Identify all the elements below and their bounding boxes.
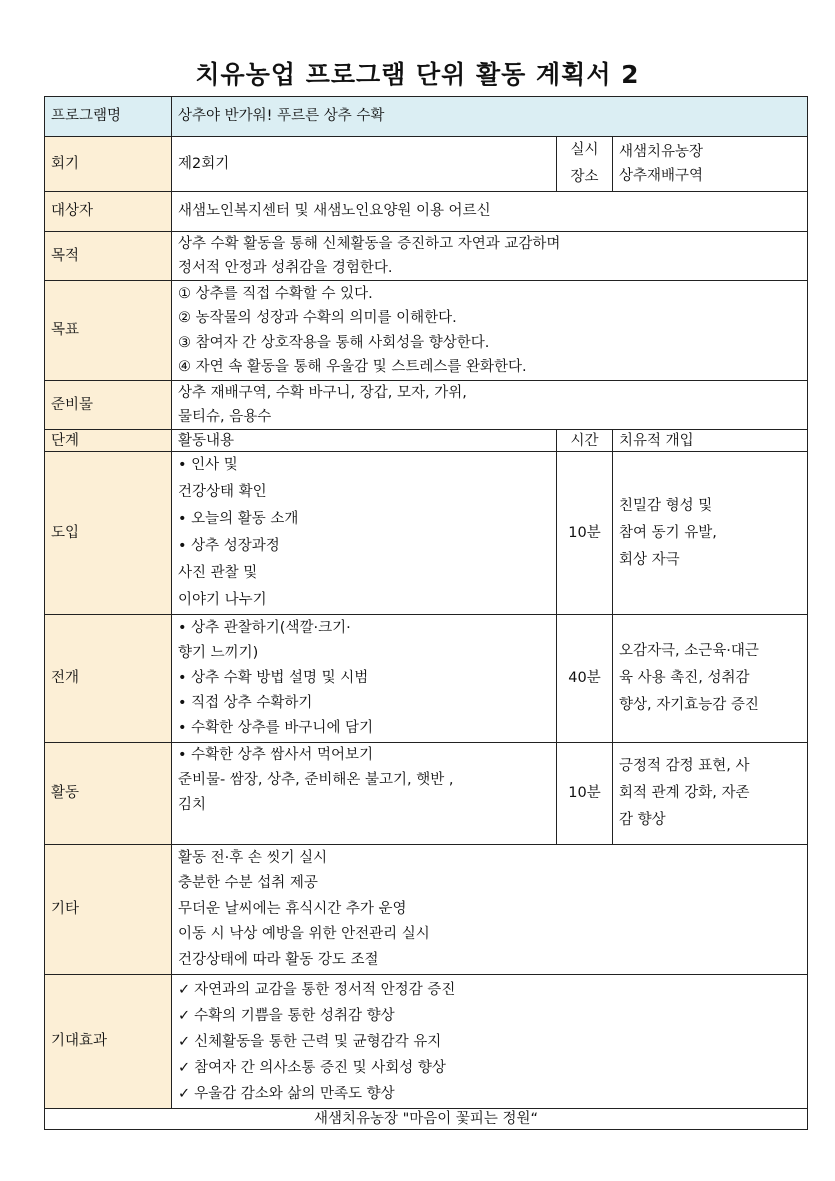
step-intervention — [613, 615, 808, 743]
intervention-header: 치유적 개입 — [613, 430, 808, 452]
intervention-line: 친밀감 형성 및 — [619, 497, 713, 514]
etc-row — [45, 845, 808, 975]
target-row — [45, 192, 808, 232]
goals-row — [45, 281, 808, 381]
step-row-activity — [45, 743, 808, 845]
step-row-development — [45, 615, 808, 743]
intervention-line: 향상, 자기효능감 증진 — [619, 697, 759, 713]
step-stage: 활동 — [45, 743, 172, 845]
etc-value — [172, 845, 808, 975]
goals-value — [172, 281, 808, 381]
step-row-intro — [45, 452, 808, 615]
farm-slogan: 새샘치유농장 "마음이 꽃피는 정원“ — [45, 1109, 808, 1130]
effect-text: 참여자 간 의사소통 증진 및 사회성 향상 — [194, 1059, 446, 1076]
step-stage: 전개 — [45, 615, 172, 743]
content-header: 활동내용 — [172, 430, 557, 452]
step-content-line: 김치 — [178, 797, 207, 813]
intervention-line: 회적 관계 강화, 자존 — [619, 785, 750, 801]
goal-item: ③ 참여자 간 상호작용을 통해 사회성을 향상한다. — [178, 334, 490, 351]
step-content-line: • 직접 상추 수확하기 — [178, 695, 313, 711]
purpose-row — [45, 232, 808, 281]
intervention-line: 참여 동기 유발, — [619, 524, 717, 541]
materials-line: 물티슈, 음용수 — [178, 409, 272, 425]
effect-item — [178, 1081, 801, 1107]
effect-text: 수확의 기쁨을 통한 성취감 향상 — [194, 1007, 395, 1024]
session-label: 회기 — [45, 137, 172, 192]
step-content-line: 향기 느끼기) — [178, 645, 259, 661]
etc-line: 무더운 날씨에는 휴식시간 추가 운영 — [178, 900, 407, 917]
program-label: 프로그램명 — [45, 97, 172, 137]
place-value-line-1: 새샘치유농장 — [619, 144, 704, 160]
step-content-line: 이야기 나누기 — [178, 592, 267, 608]
etc-line: 이동 시 낙상 예방을 위한 안전관리 실시 — [178, 926, 430, 943]
effects-label: 기대효과 — [45, 975, 172, 1109]
intervention-line: 육 사용 촉진, 성취감 — [619, 670, 750, 686]
effect-text: 우울감 감소와 삶의 만족도 향상 — [194, 1085, 395, 1102]
goal-item: ④ 자연 속 활동을 통해 우울감 및 스트레스를 완화한다. — [178, 359, 527, 375]
step-content-line: • 상추 성장과정 — [178, 538, 280, 554]
goals-label: 목표 — [45, 281, 172, 381]
effects-value — [172, 975, 808, 1109]
etc-label: 기타 — [45, 845, 172, 975]
effect-text: 신체활동을 통한 근력 및 균형감각 유지 — [194, 1033, 442, 1050]
step-time: 40분 — [557, 615, 613, 743]
materials-value — [172, 381, 808, 430]
intervention-line: 긍정적 감정 표현, 사 — [619, 758, 750, 774]
check-icon: ✓ — [178, 981, 191, 998]
place-label-line-2: 장소 — [570, 169, 599, 185]
place-value — [613, 137, 808, 192]
effect-item — [178, 1055, 801, 1081]
etc-line: 활동 전·후 손 씻기 실시 — [178, 849, 328, 866]
step-content-line: • 수확한 상추 쌈사서 먹어보기 — [178, 747, 374, 763]
intervention-line: 감 향상 — [619, 812, 666, 828]
steps-header-row — [45, 430, 808, 452]
step-content-line: • 상추 수확 방법 설명 및 시범 — [178, 670, 369, 686]
check-icon: ✓ — [178, 1085, 191, 1102]
step-content — [172, 452, 557, 615]
check-icon: ✓ — [178, 1059, 191, 1076]
intervention-line: 오감자극, 소근육·대근 — [619, 643, 759, 659]
materials-row — [45, 381, 808, 430]
effect-item — [178, 1029, 801, 1055]
step-stage: 도입 — [45, 452, 172, 615]
step-content-line: 사진 관찰 및 — [178, 565, 258, 581]
check-icon: ✓ — [178, 1007, 191, 1024]
check-icon: ✓ — [178, 1033, 191, 1050]
goal-item: ① 상추를 직접 수확할 수 있다. — [178, 285, 373, 302]
step-content-line: • 오늘의 활동 소개 — [178, 511, 299, 527]
place-label-line-1: 실시 — [570, 142, 599, 158]
step-content-line: • 상추 관찰하기(색깔·크기· — [178, 620, 351, 636]
step-content-line: • 수확한 상추를 바구니에 담기 — [178, 720, 374, 736]
goal-item: ② 농작물의 성장과 수확의 의미를 이해한다. — [178, 310, 457, 326]
effect-item — [178, 1003, 801, 1029]
intervention-line: 회상 자극 — [619, 551, 680, 568]
document-title: 치유농업 프로그램 단위 활동 계획서 2 — [195, 60, 640, 89]
materials-line: 상추 재배구역, 수확 바구니, 장갑, 모자, 가위, — [178, 385, 467, 401]
etc-line: 건강상태에 따라 활동 강도 조절 — [178, 951, 379, 968]
place-label — [557, 137, 613, 192]
footer-row — [45, 1109, 808, 1130]
place-value-line-2: 상추재배구역 — [619, 168, 704, 184]
program-row — [45, 97, 808, 137]
effects-row — [45, 975, 808, 1109]
step-time: 10분 — [557, 743, 613, 845]
etc-line: 충분한 수분 섭취 제공 — [178, 875, 318, 892]
materials-label: 준비물 — [45, 381, 172, 430]
purpose-line: 정서적 안정과 성취감을 경험한다. — [178, 260, 393, 276]
effect-item — [178, 977, 801, 1003]
session-row — [45, 137, 808, 192]
activity-plan-table — [44, 96, 808, 1130]
step-intervention — [613, 452, 808, 615]
step-content-line: 건강상태 확인 — [178, 484, 267, 500]
step-intervention — [613, 743, 808, 845]
program-name: 상추야 반가워! 푸르른 상추 수확 — [172, 97, 808, 137]
step-content — [172, 743, 557, 845]
effect-text: 자연과의 교감을 통한 정서적 안정감 증진 — [194, 981, 456, 998]
target-label: 대상자 — [45, 192, 172, 232]
target-value: 새샘노인복지센터 및 새샘노인요양원 이용 어르신 — [172, 192, 808, 232]
time-header: 시간 — [557, 430, 613, 452]
purpose-label: 목적 — [45, 232, 172, 281]
step-time: 10분 — [557, 452, 613, 615]
step-content-line: 준비물- 쌈장, 상추, 준비해온 불고기, 햇반 , — [178, 772, 454, 788]
step-content — [172, 615, 557, 743]
session-value: 제2회기 — [172, 137, 557, 192]
purpose-value — [172, 232, 808, 281]
purpose-line: 상추 수확 활동을 통해 신체활동을 증진하고 자연과 교감하며 — [178, 236, 561, 252]
step-content-line: • 인사 및 — [178, 457, 238, 473]
stage-header: 단계 — [45, 430, 172, 452]
